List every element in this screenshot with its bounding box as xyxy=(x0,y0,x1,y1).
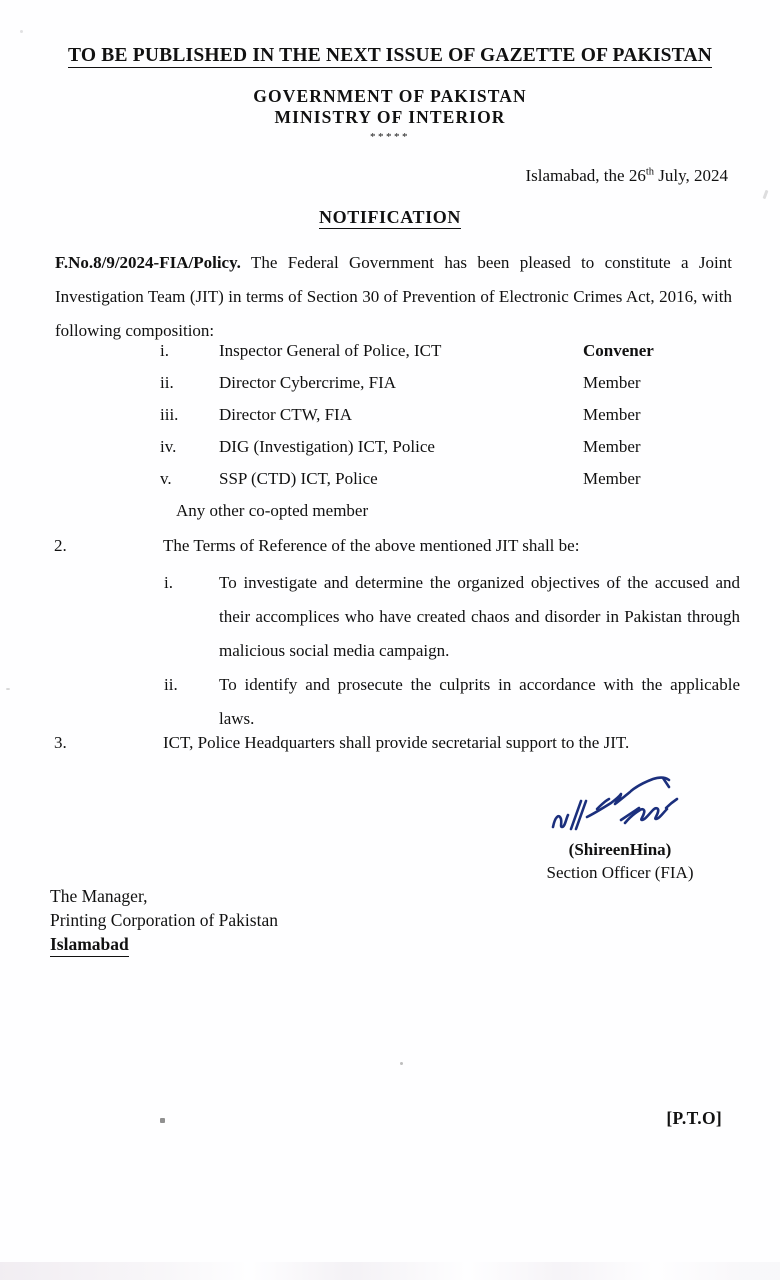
place-and-date xyxy=(525,166,728,186)
opening-paragraph-text: The Federal Government has been pleased to constitute a Joint Investigation Team (JIT) in terms of Section 30 of Prevention of Electronic Crimes Act, 2016, with following composition: xyxy=(55,253,732,340)
addressee-line-2: Printing Corporation of Pakistan xyxy=(50,910,278,930)
issuing-authority-block xyxy=(0,86,780,145)
publication-note-text: TO BE PUBLISHED IN THE NEXT ISSUE OF GAZETTE OF PAKISTAN xyxy=(67,45,713,66)
date-ordinal-suffix: th xyxy=(645,166,654,178)
composition-item-designation: SSP (CTD) ICT, Police xyxy=(219,469,378,488)
composition-item-role: Member xyxy=(583,373,641,392)
tor-item xyxy=(0,566,780,668)
tor-item-text: To investigate and determine the organized objectives of the accused and their accomplices who have created chaos and disorder in Pakistan through malicious social media campaign. xyxy=(219,573,740,660)
tor-item-number: i. xyxy=(164,573,173,592)
terms-of-reference-list xyxy=(0,566,780,736)
composition-item-designation: DIG (Investigation) ICT, Police xyxy=(219,437,435,456)
scan-speck xyxy=(763,190,769,199)
signatory-designation: Section Officer (FIA) xyxy=(546,863,694,882)
ministry-name: MINISTRY OF INTERIOR xyxy=(274,107,506,127)
clause-2-number: 2. xyxy=(54,536,67,555)
star-divider: ***** xyxy=(370,131,410,143)
file-number: F.No.8/9/2024-FIA/Policy. xyxy=(55,253,241,272)
clause-3-text: ICT, Police Headquarters shall provide secretarial support to the JIT. xyxy=(163,733,630,752)
composition-item-number: ii. xyxy=(160,373,174,392)
composition-item-role: Member xyxy=(583,469,641,488)
tor-item-text: To identify and prosecute the culprits in accordance with the applicable laws. xyxy=(219,675,740,728)
clause-2-text: The Terms of Reference of the above mentioned JIT shall be: xyxy=(163,536,580,555)
handwritten-signature-icon xyxy=(535,775,705,837)
composition-list xyxy=(0,341,780,520)
page-turn-over-note: [P.T.O] xyxy=(666,1108,722,1128)
composition-item-designation: Director Cybercrime, FIA xyxy=(219,373,397,392)
government-name: GOVERNMENT OF PAKISTAN xyxy=(253,86,527,106)
page-title xyxy=(0,207,780,228)
composition-item-role: Convener xyxy=(583,341,654,360)
composition-extra-note: Any other co-opted member xyxy=(176,501,369,520)
composition-item-number: iii. xyxy=(160,405,179,424)
tor-item-number: ii. xyxy=(164,675,178,694)
addressee-line-1: The Manager, xyxy=(50,886,148,906)
page-title-text: NOTIFICATION xyxy=(319,207,461,227)
tor-item xyxy=(0,668,780,736)
composition-item-role: Member xyxy=(583,437,641,456)
scan-speck xyxy=(20,30,23,33)
composition-item-role: Member xyxy=(583,405,641,424)
composition-row xyxy=(0,373,780,405)
composition-item-number: i. xyxy=(160,341,169,360)
place-date-prefix: Islamabad, the 26 xyxy=(525,166,646,185)
composition-item-number: v. xyxy=(160,469,172,488)
signatory-name: (ShireenHina) xyxy=(568,840,672,859)
scan-speck xyxy=(400,1062,403,1065)
scan-noise-band xyxy=(0,1262,780,1280)
composition-item-designation: Inspector General of Police, ICT xyxy=(219,341,442,360)
composition-row xyxy=(0,437,780,469)
publication-note xyxy=(0,45,780,67)
composition-row xyxy=(0,469,780,501)
scan-speck xyxy=(160,1118,165,1123)
addressee-city: Islamabad xyxy=(50,932,129,957)
opening-paragraph xyxy=(55,246,732,348)
composition-item-number: iv. xyxy=(160,437,177,456)
signature-block xyxy=(500,775,740,884)
clause-3-number: 3. xyxy=(54,733,67,752)
composition-row xyxy=(0,405,780,437)
composition-item-designation: Director CTW, FIA xyxy=(219,405,352,424)
composition-row xyxy=(0,341,780,373)
place-date-suffix: July, 2024 xyxy=(654,166,728,185)
addressee-block xyxy=(50,884,278,957)
